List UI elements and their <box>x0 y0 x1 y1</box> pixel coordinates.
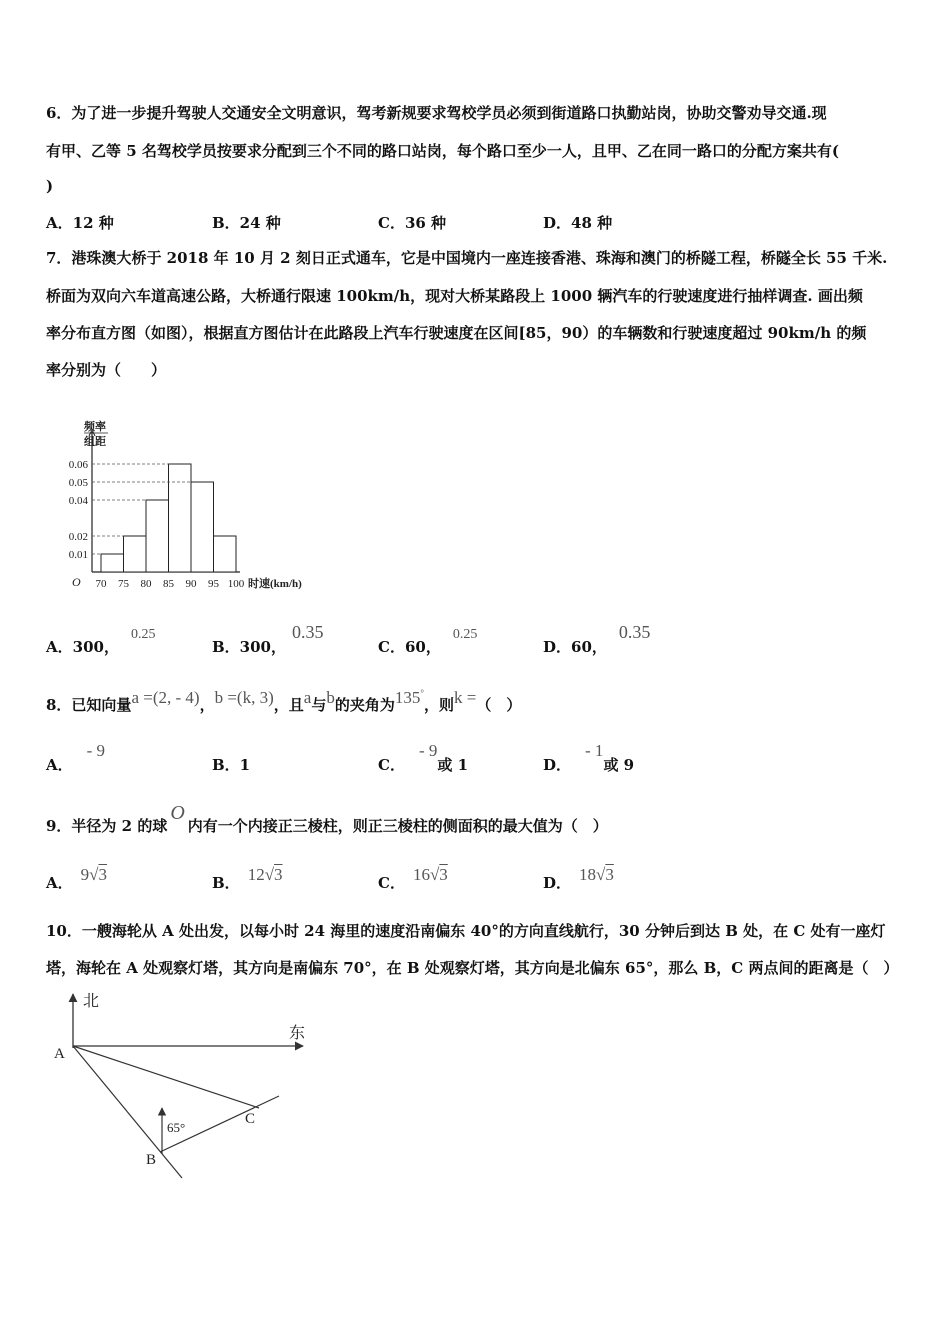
q8-option-c <box>378 741 469 775</box>
histogram-bar <box>214 536 237 572</box>
q7-option-b-value: 0.35 <box>292 622 324 642</box>
point-c-label: C <box>245 1111 256 1127</box>
q6-line3: ) <box>46 177 54 195</box>
q9-option-b-coef: 12 <box>247 865 265 884</box>
frequency-histogram <box>40 420 320 600</box>
q9-option-c-label: C． <box>378 874 405 892</box>
q8-angle-value: 135 <box>394 688 421 707</box>
y-tick-label: 0.05 <box>68 477 88 489</box>
q6-option-d: D．48 种 <box>543 214 613 232</box>
y-axis-label-top: 频率 <box>84 421 106 433</box>
angle-65-label: 65° <box>167 1120 186 1135</box>
q8-with: 与 <box>311 696 327 714</box>
q7-option-d <box>543 622 651 657</box>
q9-option-c-rad: 3 <box>439 865 448 884</box>
q8-comma: ， <box>199 696 215 714</box>
q9-option-a-coef: 9 <box>80 865 90 884</box>
q9-option-c <box>378 865 448 893</box>
sqrt-icon: √ <box>429 865 440 884</box>
q8-option-b <box>212 754 250 775</box>
x-tick-label: 75 <box>118 578 129 590</box>
q7-option-c-label: C．60， <box>378 638 441 656</box>
q9-option-b-label: B． <box>212 874 240 892</box>
q7-line1: 7．港珠澳大桥于 2018 年 10 月 2 刻日正式通车，它是中国境内一座连接香港、珠海和澳门的桥隧工程，桥隧全长 55 千米. <box>46 249 888 267</box>
line-a-b <box>73 1046 182 1178</box>
histogram-bar <box>101 554 124 572</box>
q9-option-d-rad: 3 <box>605 865 614 884</box>
q9-option-b-rad: 3 <box>274 865 283 884</box>
q8-vector-b: b =(k, 3) <box>214 688 274 707</box>
q8-option-a <box>46 741 106 775</box>
x-tick-label: 85 <box>163 578 174 590</box>
q7-option-b-label: B．300， <box>212 638 286 656</box>
histogram-bar <box>191 482 214 572</box>
x-tick-label: 80 <box>140 578 152 590</box>
x-tick-label: 100 <box>227 578 245 590</box>
y-tick-label: 0.06 <box>68 459 88 471</box>
q8-option-d-value: - 1 <box>585 741 604 760</box>
sqrt-icon: √ <box>89 865 99 884</box>
q10-line1: 10．一艘海轮从 A 处出发，以每小时 24 海里的速度沿南偏东 40°的方向直线航行，30 分钟后到达 B 处，在 C 处有一座灯 <box>46 922 886 940</box>
x-axis-label: 时速(km/h) <box>248 578 302 590</box>
q6-line1: 6．为了进一步提升驾驶人交通安全文明意识，驾考新规要求驾校学员必须到街道路口执勤站岗，协助交警劝导交通.现 <box>46 104 827 122</box>
q8-angle-text: 的夹角为 <box>334 696 395 714</box>
q6-option-a: A．12 种 <box>46 214 114 232</box>
q8-option-d-label: D． <box>543 756 572 774</box>
y-axis-label-bottom: 组距 <box>84 436 106 448</box>
q7-line2: 桥面为双向六车道高速公路，大桥通行限速 100km/h，现对大桥某路段上 1000 辆汽车的行驶速度进行抽样调查. 画出频 <box>46 287 863 305</box>
q10-line2: 塔，海轮在 A 处观察灯塔，其方向是南偏东 70°，在 B 处观察灯塔，其方向是北偏东 65°，那么 B，C 两点间的距离是（ ） <box>46 959 899 977</box>
navigation-diagram <box>45 988 335 1188</box>
q7-option-c <box>378 627 478 657</box>
q7-option-a <box>46 627 156 657</box>
q9-prefix: 9．半径为 2 的球 <box>46 817 168 835</box>
q7-option-a-label: A．300， <box>46 638 119 656</box>
sqrt-icon: √ <box>264 865 275 884</box>
q9-sphere-o: O <box>170 802 185 824</box>
q7-line3: 率分布直方图（如图），根据直方图估计在此路段上汽车行驶速度在区间[85，90）的车辆数和行驶速度超过 90km/h 的频 <box>46 324 867 342</box>
q7-option-b <box>212 622 324 657</box>
q8-tail: （ ） <box>476 696 522 714</box>
histogram-bar <box>169 464 192 572</box>
q8-option-c-value: - 9 <box>418 741 438 760</box>
y-tick-label: 0.02 <box>68 531 88 543</box>
q9-option-c-coef: 16 <box>412 865 430 884</box>
q8-option-c-suffix: 或 1 <box>437 756 469 774</box>
sqrt-icon: √ <box>596 865 606 884</box>
q8-option-a-label: A． <box>46 756 73 774</box>
histogram-bar <box>146 500 169 572</box>
east-label: 东 <box>289 1025 306 1042</box>
q9-suffix: 内有一个内接正三棱柱，则正三棱柱的侧面积的最大值为（ ） <box>187 817 608 835</box>
q8-mid1: ，且 <box>273 696 304 714</box>
y-tick-label: 0.01 <box>68 549 88 561</box>
x-tick-label: 90 <box>185 578 197 590</box>
q7-option-a-value: 0.25 <box>130 627 156 642</box>
q6-line2: 有甲、乙等 5 名驾校学员按要求分配到三个不同的路口站岗，每个路口至少一人，且甲、乙在同一路口的分配方案共有( <box>46 142 839 160</box>
q9-option-a <box>46 865 107 893</box>
q9-option-b <box>212 865 283 893</box>
q6-option-b: B．24 种 <box>212 214 281 232</box>
q8-vector-a: a =(2, - 4) <box>131 688 200 707</box>
q9-option-d-label: D． <box>543 874 572 892</box>
q8-option-d <box>543 741 635 775</box>
q8-b-symbol: b <box>326 688 335 707</box>
q7-option-d-label: D．60， <box>543 638 607 656</box>
q9-option-a-label: A． <box>46 874 73 892</box>
q9-line <box>46 802 608 837</box>
x-tick-label: 95 <box>208 578 219 590</box>
q7-line4: 率分别为（ ） <box>46 361 167 379</box>
q8-k-expr: k = <box>453 688 477 707</box>
q8-option-c-label: C． <box>378 756 405 774</box>
q8-line: 8．已知向量a =(2, - 4)，b =(k, 3)，且a与b的夹角为135°，则k =（ ） <box>46 688 522 714</box>
q9-option-a-rad: 3 <box>98 865 107 884</box>
histogram-bar <box>124 536 147 572</box>
origin-label: O <box>72 575 81 589</box>
q9-option-d-coef: 18 <box>579 865 597 884</box>
q8-prefix: 8．已知向量 <box>46 696 132 714</box>
point-b-label: B <box>146 1152 157 1168</box>
q8-option-b-label: B．1 <box>212 756 251 774</box>
q6-option-c: C．36 种 <box>378 214 447 232</box>
q8-option-d-suffix: 或 9 <box>603 756 635 774</box>
north-label: 北 <box>83 993 100 1010</box>
line-a-c <box>73 1046 259 1108</box>
q7-option-d-value: 0.35 <box>618 622 651 642</box>
x-tick-label: 70 <box>95 578 107 590</box>
y-tick-label: 0.04 <box>68 495 88 507</box>
point-a-label: A <box>54 1046 65 1062</box>
q9-option-d <box>543 865 614 893</box>
q7-option-c-value: 0.25 <box>452 627 478 642</box>
q8-option-a-value: - 9 <box>86 741 106 760</box>
q8-a-symbol: a <box>303 688 312 707</box>
q8-then: ，则 <box>423 696 454 714</box>
